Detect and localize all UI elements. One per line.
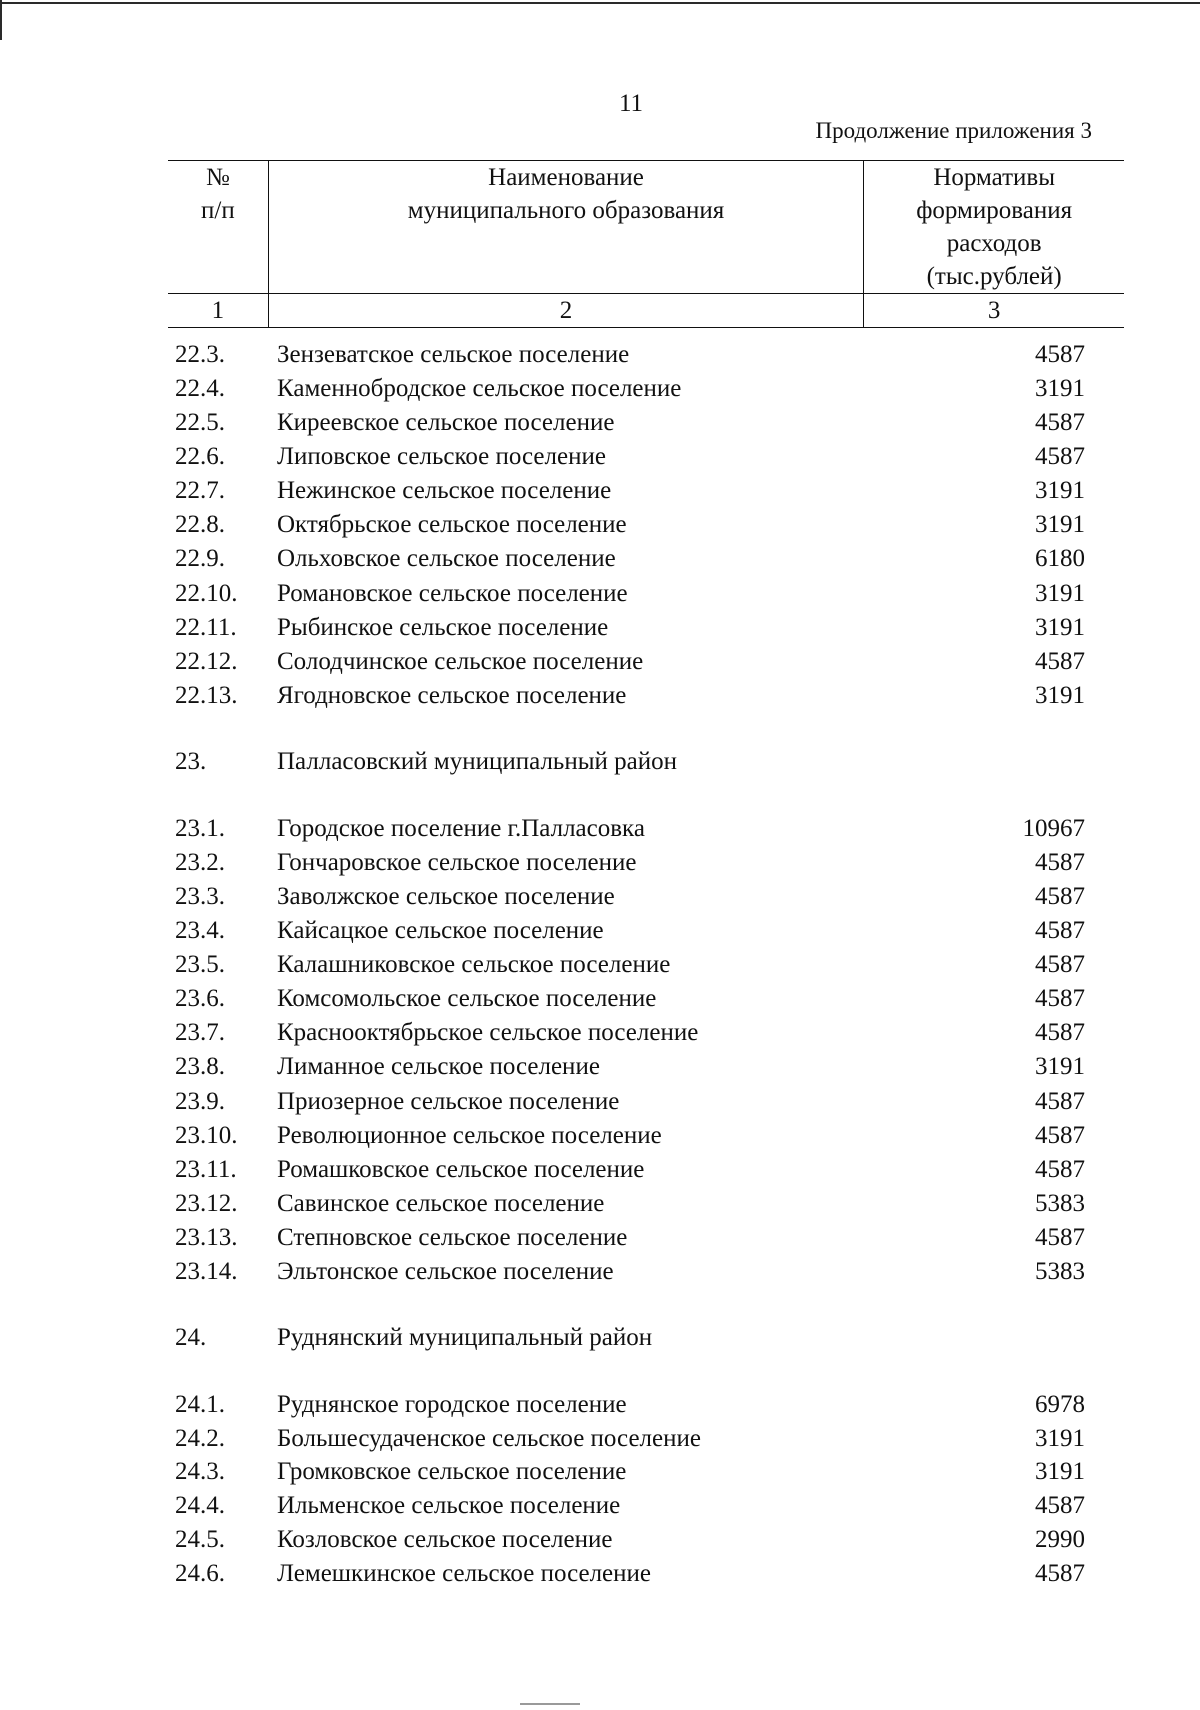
municipality-name: Краснооктябрьское сельское поселение — [277, 1019, 699, 1046]
expense-norm-value: 4587 — [1035, 951, 1085, 978]
municipality-name: Каменнобродское сельское поселение — [277, 375, 682, 402]
expense-norm-value: 5383 — [1035, 1258, 1085, 1285]
municipality-name: Романовское сельское поселение — [277, 580, 628, 607]
page-number: 11 — [618, 90, 644, 117]
header-number — [168, 161, 268, 294]
expense-norm-value: 6180 — [1035, 545, 1085, 572]
row-number: 23.4. — [175, 917, 225, 944]
row-number: 22.3. — [175, 341, 225, 368]
section-heading-row — [0, 745, 1200, 779]
table-row — [0, 1422, 1200, 1456]
municipality-name: Савинское сельское поселение — [277, 1190, 605, 1217]
expense-norm-value: 4587 — [1035, 1156, 1085, 1183]
header-norms-line: расходов — [946, 230, 1042, 257]
expense-norm-value: 4587 — [1035, 883, 1085, 910]
expense-norm-value: 3191 — [1035, 1053, 1085, 1080]
expense-norm-value: 4587 — [1035, 341, 1085, 368]
expense-norm-value: 4587 — [1035, 985, 1085, 1012]
row-number: 23.14. — [175, 1258, 238, 1285]
expense-norm-value: 3191 — [1035, 580, 1085, 607]
row-number: 23.2. — [175, 849, 225, 876]
row-number: 23.10. — [175, 1122, 238, 1149]
table-row — [0, 542, 1200, 576]
expense-norm-value: 4587 — [1035, 1560, 1085, 1587]
expense-norm-value: 6978 — [1035, 1391, 1085, 1418]
row-number: 23.1. — [175, 815, 225, 842]
municipality-name: Нежинское сельское поселение — [277, 477, 612, 504]
municipality-name: Большесудаченское сельское поселение — [277, 1425, 701, 1452]
municipality-name: Приозерное сельское поселение — [277, 1088, 620, 1115]
municipality-name: Ольховское сельское поселение — [277, 545, 616, 572]
municipality-name: Киреевское сельское поселение — [277, 409, 615, 436]
table-row — [0, 1455, 1200, 1489]
table-row — [0, 679, 1200, 713]
expense-norm-value: 3191 — [1035, 1425, 1085, 1452]
header-number-line: п/п — [201, 197, 235, 224]
expense-norm-value: 4587 — [1035, 849, 1085, 876]
header-name — [268, 161, 864, 294]
municipality-name: Степновское сельское поселение — [277, 1224, 628, 1251]
table-row — [0, 880, 1200, 914]
table-row — [0, 1557, 1200, 1591]
row-number: 23. — [175, 748, 207, 775]
expense-norm-value: 5383 — [1035, 1190, 1085, 1217]
expense-norm-value: 4587 — [1035, 648, 1085, 675]
expense-norm-value: 10967 — [1022, 815, 1085, 842]
column-number-row — [168, 294, 1124, 328]
row-number: 24.4. — [175, 1492, 225, 1519]
table-row — [0, 982, 1200, 1016]
municipality-name: Октябрьское сельское поселение — [277, 511, 627, 538]
row-number: 23.11. — [175, 1156, 237, 1183]
table-row — [0, 440, 1200, 474]
row-number: 22.4. — [175, 375, 225, 402]
table-row — [0, 577, 1200, 611]
expense-norm-value: 3191 — [1035, 477, 1085, 504]
table-row — [0, 1221, 1200, 1255]
expense-norm-value: 4587 — [1035, 917, 1085, 944]
appendix-table — [168, 160, 1124, 328]
table-row — [0, 1523, 1200, 1557]
row-number: 23.7. — [175, 1019, 225, 1046]
row-number: 22.11. — [175, 614, 237, 641]
municipality-name: Ильменское сельское поселение — [277, 1492, 621, 1519]
expense-norm-value: 4587 — [1035, 1224, 1085, 1251]
table-row — [0, 1489, 1200, 1523]
row-number: 22.12. — [175, 648, 238, 675]
municipality-name: Козловское сельское поселение — [277, 1526, 613, 1553]
row-number: 24.6. — [175, 1560, 225, 1587]
table-row — [0, 372, 1200, 406]
header-norms-line: Нормативы — [933, 164, 1055, 191]
table-row — [0, 338, 1200, 372]
header-name-line: Наименование — [488, 164, 644, 191]
expense-norm-value: 2990 — [1035, 1526, 1085, 1553]
municipality-name: Палласовский муниципальный район — [277, 748, 677, 775]
expense-norm-value: 3191 — [1035, 511, 1085, 538]
municipality-name: Гончаровское сельское поселение — [277, 849, 637, 876]
expense-norm-value: 4587 — [1035, 1122, 1085, 1149]
row-number: 23.6. — [175, 985, 225, 1012]
expense-norm-value: 4587 — [1035, 443, 1085, 470]
table-row — [0, 1388, 1200, 1422]
expense-norm-value: 3191 — [1035, 1458, 1085, 1485]
municipality-name: Зензеватское сельское поселение — [277, 341, 630, 368]
table-row — [0, 1016, 1200, 1050]
table-row — [0, 914, 1200, 948]
municipality-name: Комсомольское сельское поселение — [277, 985, 657, 1012]
table-row — [0, 474, 1200, 508]
table-row — [0, 645, 1200, 679]
table-row — [0, 1153, 1200, 1187]
row-number: 23.5. — [175, 951, 225, 978]
municipality-name: Громковское сельское поселение — [277, 1458, 627, 1485]
municipality-name: Эльтонское сельское поселение — [277, 1258, 614, 1285]
row-number: 24.1. — [175, 1391, 225, 1418]
municipality-name: Липовское сельское поселение — [277, 443, 606, 470]
row-number: 24.2. — [175, 1425, 225, 1452]
scan-border-left — [0, 0, 2, 40]
section-heading-row — [0, 1321, 1200, 1355]
row-number: 23.8. — [175, 1053, 225, 1080]
scan-artifact — [520, 1703, 580, 1705]
table-row — [0, 1255, 1200, 1289]
expense-norm-value: 4587 — [1035, 409, 1085, 436]
column-number: 3 — [864, 294, 1124, 328]
municipality-name: Лиманное сельское поселение — [277, 1053, 600, 1080]
municipality-name: Городское поселение г.Палласовка — [277, 815, 645, 842]
row-number: 22.8. — [175, 511, 225, 538]
municipality-name: Рыбинское сельское поселение — [277, 614, 609, 641]
table-row — [0, 508, 1200, 542]
row-number: 23.12. — [175, 1190, 238, 1217]
table-row — [0, 846, 1200, 880]
header-norms-line: (тыс.рублей) — [926, 263, 1062, 290]
row-number: 22.6. — [175, 443, 225, 470]
municipality-name: Кайсацкое сельское поселение — [277, 917, 604, 944]
expense-norm-value: 3191 — [1035, 375, 1085, 402]
header-number-line: № — [205, 164, 230, 191]
municipality-name: Революционное сельское поселение — [277, 1122, 662, 1149]
row-number: 24.3. — [175, 1458, 225, 1485]
table-row — [0, 611, 1200, 645]
header-norms-line: формирования — [916, 197, 1073, 224]
municipality-name: Солодчинское сельское поселение — [277, 648, 644, 675]
municipality-name: Руднянское городское поселение — [277, 1391, 627, 1418]
header-norms — [864, 161, 1124, 294]
row-number: 22.9. — [175, 545, 225, 572]
table-row — [0, 1187, 1200, 1221]
row-number: 22.10. — [175, 580, 238, 607]
expense-norm-value: 4587 — [1035, 1019, 1085, 1046]
expense-norm-value: 3191 — [1035, 614, 1085, 641]
row-number: 23.13. — [175, 1224, 238, 1251]
table-row — [0, 948, 1200, 982]
municipality-name: Калашниковское сельское поселение — [277, 951, 671, 978]
municipality-name: Заволжское сельское поселение — [277, 883, 615, 910]
row-number: 22.7. — [175, 477, 225, 504]
table-row — [0, 1050, 1200, 1084]
column-number: 1 — [168, 294, 268, 328]
column-number: 2 — [268, 294, 864, 328]
expense-norm-value: 4587 — [1035, 1088, 1085, 1115]
row-number: 23.3. — [175, 883, 225, 910]
expense-norm-value: 4587 — [1035, 1492, 1085, 1519]
row-number: 22.13. — [175, 682, 238, 709]
table-header-row — [168, 161, 1124, 294]
table-row — [0, 812, 1200, 846]
scan-border-top — [0, 2, 1200, 4]
municipality-name: Руднянский муниципальный район — [277, 1324, 653, 1351]
row-number: 24.5. — [175, 1526, 225, 1553]
continuation-label: Продолжение приложения 3 — [815, 118, 1092, 143]
table-row — [0, 406, 1200, 440]
municipality-name: Ягодновское сельское поселение — [277, 682, 627, 709]
table-row — [0, 1119, 1200, 1153]
table-row — [0, 1085, 1200, 1119]
row-number: 24. — [175, 1324, 207, 1351]
municipality-name: Ромашковское сельское поселение — [277, 1156, 645, 1183]
header-name-line: муниципального образования — [407, 197, 725, 224]
expense-norm-value: 3191 — [1035, 682, 1085, 709]
row-number: 23.9. — [175, 1088, 225, 1115]
municipality-name: Лемешкинское сельское поселение — [277, 1560, 651, 1587]
row-number: 22.5. — [175, 409, 225, 436]
